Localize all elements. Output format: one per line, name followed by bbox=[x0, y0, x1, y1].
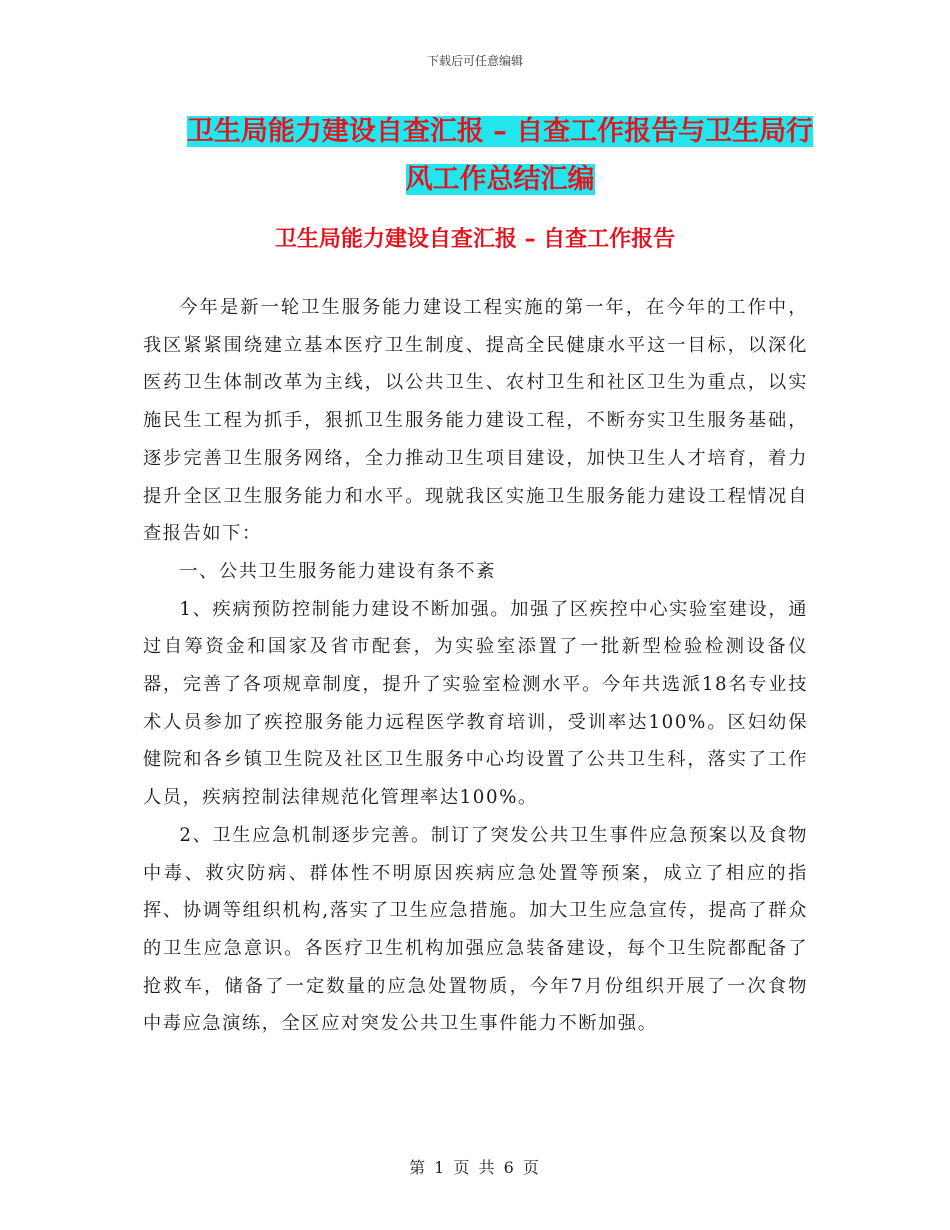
document-main-title bbox=[140, 108, 860, 204]
main-title-line-1: 卫生局能力建设自查汇报 – 自查工作报告与卫生局行 bbox=[186, 116, 814, 147]
paragraph-emergency: 2、卫生应急机制逐步完善。制订了突发公共卫生事件应急预案以及食物中毒、救灾防病、群体性不明原因疾病应急处置等预案，成立了相应的指挥、协调等组织机构,落实了卫生应急措施。加大卫生应急宣传，提高了群众的卫生应急意识。各医疗卫生机构加强应急装备建设，每个卫生院都配备了抢救车，储备了一定数量的应急处置物质，今年7月份组织开展了一次食物中毒应急演练，全区应对突发公共卫生事件能力不断加强。 bbox=[143, 824, 808, 1035]
document-body bbox=[143, 289, 808, 1043]
paragraph-disease-control: 1、疾病预防控制能力建设不断加强。加强了区疾控中心实验室建设，通过自筹资金和国家及省市配套，为实验室添置了一批新型检验检测设备仪器，完善了各项规章制度，提升了实验室检测水平。今年共选派18名专业技术人员参加了疾控服务能力远程医学教育培训，受训率达100%。区妇幼保健院和各乡镇卫生院及社区卫生服务中心均设置了公共卫生科，落实了工作人员，疾病控制法律规范化管理率达100%。 bbox=[143, 598, 808, 809]
page-header-note: 下载后可任意编辑 bbox=[426, 54, 523, 68]
page-number-footer: 第 1 页 共 6 页 bbox=[409, 1158, 541, 1177]
section-title: 卫生局能力建设自查汇报 – 自查工作报告 bbox=[274, 227, 676, 252]
paragraph-intro: 今年是新一轮卫生服务能力建设工程实施的第一年，在今年的工作中，我区紧紧围绕建立基本医疗卫生制度、提高全民健康水平这一目标，以深化医药卫生体制改革为主线，以公共卫生、农村卫生和社区卫生为重点，以实施民生工程为抓手，狠抓卫生服务能力建设工程，不断夯实卫生服务基础，逐步完善卫生服务网络，全力推动卫生项目建设，加快卫生人才培育，着力提升全区卫生服务能力和水平。现就我区实施卫生服务能力建设工程情况自查报告如下： bbox=[143, 297, 808, 545]
main-title-line-2: 风工作总结汇编 bbox=[405, 164, 595, 195]
paragraph-section-heading: 一、公共卫生服务能力建设有条不紊 bbox=[179, 560, 496, 582]
